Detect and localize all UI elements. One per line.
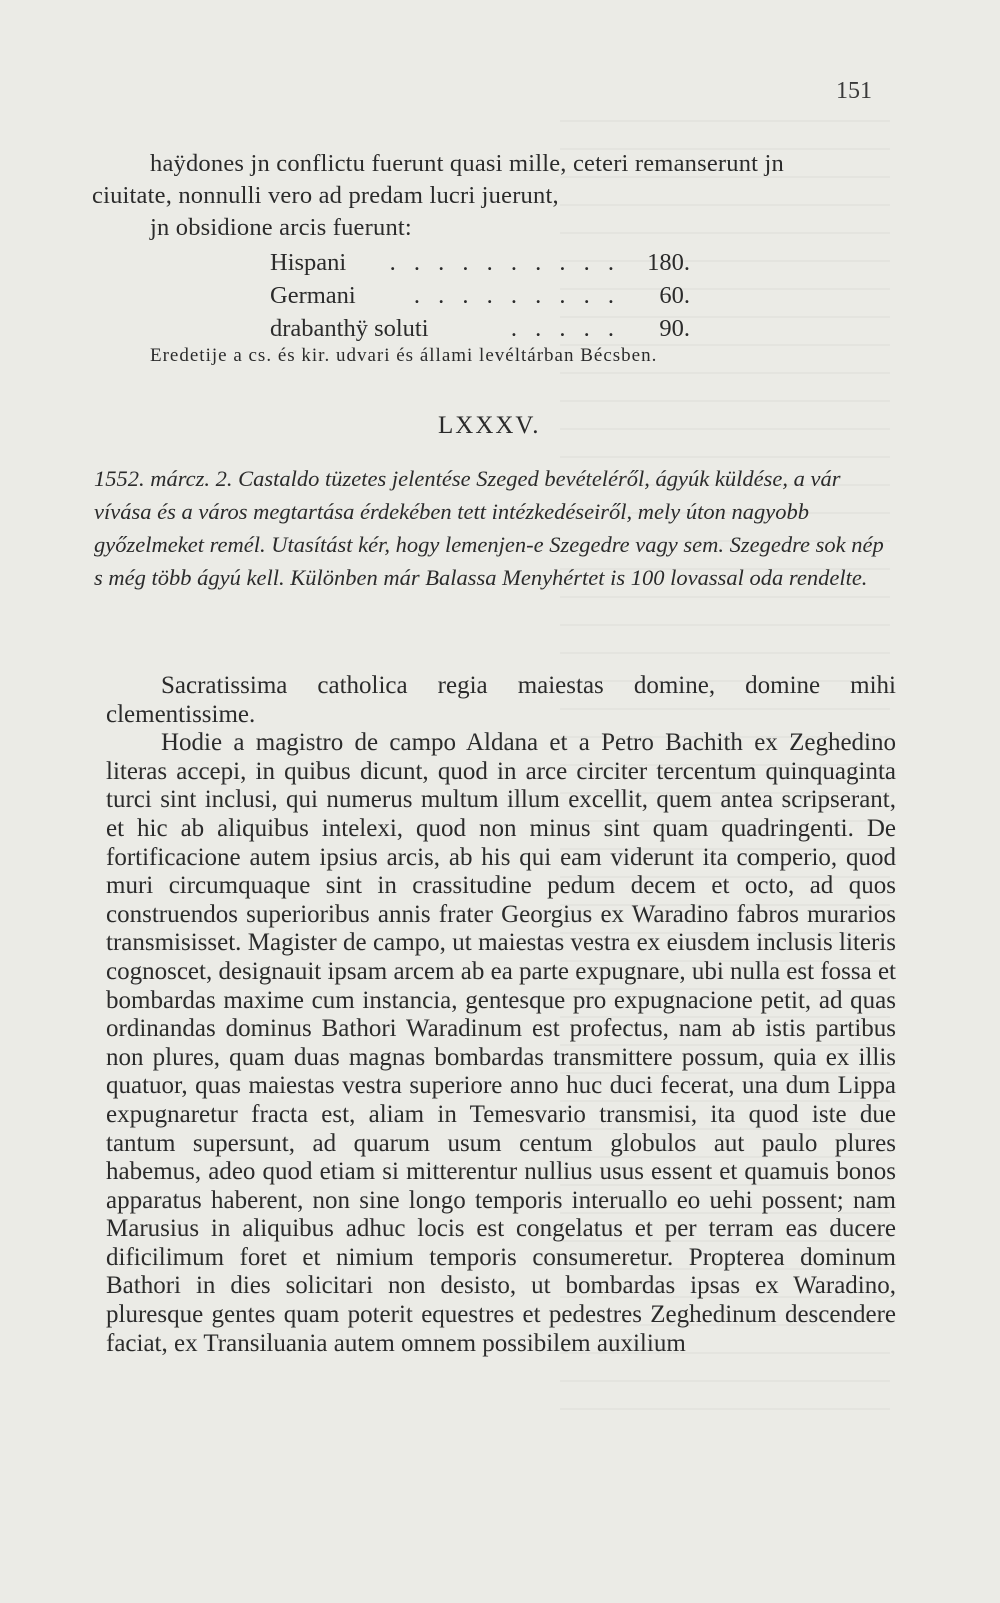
table-value: 180. [647, 249, 690, 276]
text-line: jn obsidione arcis fuerunt: [150, 214, 412, 241]
salutation-text: Sacratissima catholica regia maiestas domine, domine mihi clementissime. [106, 672, 896, 728]
source-note: Eredetije a cs. és kir. udvari és állami levéltárban Bécsben. [150, 345, 658, 366]
table-label: Hispani [270, 249, 347, 276]
letter-body [106, 672, 896, 1358]
troops-table [270, 246, 690, 345]
document-heading: LXXXV. [438, 412, 541, 439]
salutation [106, 672, 896, 729]
table-value: 90. [659, 315, 690, 342]
table-row [270, 246, 690, 279]
table-label: drabanthÿ soluti [270, 315, 429, 342]
body-text: Hodie a magistro de campo Aldana et a Petro Bachith ex Zeghedino literas accepi, in quibus dicunt, quod in arce circiter tercentum quinquaginta turci sint inclusi, qui numerus multum illum excellit, quem antea scripserant, et hic ab aliquibus intelexi, quod non minus sint quam quadringenti. De fortificacione autem ipsius arcis, ab his qui eam viderunt ita comperio, quod muri circumquaque sint in crassitudine pedum decem et octo, ad quos construendos superioribus annis frater Georgius ex Waradino fabros murarios transmisisset. Magister de campo, ut maiestas vestra ex eiusdem inclusis literis cognoscet, designauit ipsam arcem ab ea parte expugnare, ubi nulla est fossa et bombardas maxime cum instancia, gentesque pro expugnacione petit, ad quas ordinandas dominus Bathori Waradinum est profectus, nam ab istis partibus non plures, quam duas magnas bombardas transmittere possum, quia ex illis quatuor, quas maiestas vestra superiore anno huc duci fecerat, una dum Lippa expugnaretur fracta est, aliam in Temesvario transmisi, ita quod iste due tantum supersunt, ad quarum usum centum globulos aut paulo plures habemus, adeo quod etiam si mitterentur nullius usus essent et quamuis bonos apparatus haberent, non sine longo temporis interuallo eo uehi possent; nam Marusius in aliquibus adhuc locis est congelatus et per terram eas ducere dificilimum foret et nimium temporis consumeretur. Propterea dominum Bathori in dies solicitari non desisto, ut bombardas ipsas ex Waradino, pluresque gentes quam poterit equestres et pedestres Zeghedinum descendere faciat, ex Transiluania autem omnem possibilem auxilium [106, 729, 896, 1357]
top-text-block [92, 148, 882, 244]
page-number: 151 [836, 78, 872, 104]
table-label: Germani [270, 282, 356, 309]
body-paragraph [106, 729, 896, 1358]
table-row [270, 312, 690, 345]
text-line: ciuitate, nonnulli vero ad predam lucri juerunt, [92, 182, 559, 209]
document-summary: 1552. márcz. 2. Castaldo tüzetes jelentése Szeged bevételéről, ágyúk küldése, a vár vívása és a város megtartása érdekében tett intézkedéseiről, mely úton nagyobb győzelmeket remél. Utasítást kér, hogy lemenjen-e Szegedre vagy sem. Szegedre sok nép s még több ágyú kell. Különben már Balassa Menyhértet is 100 lovassal oda rendelte. [94, 466, 884, 590]
leader-dots: . . . . . [510, 315, 620, 342]
text-line: haÿdones jn conflictu fuerunt quasi mille, ceteri remanserunt jn [150, 150, 784, 177]
leader-dots: . . . . . . . . . [413, 282, 620, 309]
leader-dots: . . . . . . . . . . [389, 249, 620, 276]
table-value: 60. [659, 282, 690, 309]
table-row [270, 279, 690, 312]
